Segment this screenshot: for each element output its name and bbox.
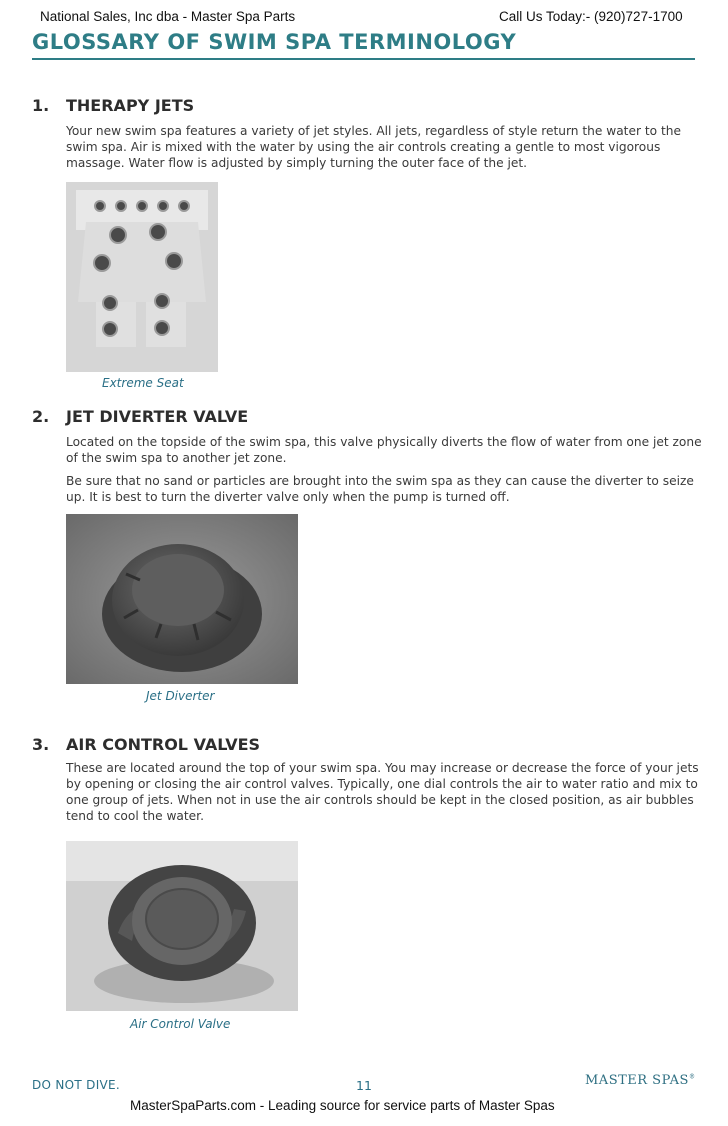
brand-name: MASTER SPAS bbox=[585, 1073, 689, 1088]
section-1-number: 1. bbox=[32, 96, 50, 115]
section-2-paragraph-1: Located on the topside of the swim spa, this valve physically diverts the flow of water from one jet zone of the swim spa to another jet zone. bbox=[66, 435, 702, 465]
section-3-number: 3. bbox=[32, 735, 50, 754]
section-2-paragraph-2: Be sure that no sand or particles are brought into the swim spa as they can cause the diverter to seize up. It is best to turn the diverter valve only when the pump is turned off. bbox=[66, 474, 694, 504]
master-spas-logo bbox=[585, 1073, 695, 1088]
air-control-valve-photo bbox=[66, 841, 298, 1011]
section-2-number: 2. bbox=[32, 407, 50, 426]
jet-diverter-caption: Jet Diverter bbox=[146, 689, 215, 703]
section-2-heading: JET DIVERTER VALVE bbox=[66, 407, 249, 426]
air-control-valve-caption: Air Control Valve bbox=[130, 1017, 231, 1031]
header-company: National Sales, Inc dba - Master Spa Parts bbox=[40, 9, 296, 24]
air-control-image bbox=[66, 841, 298, 1011]
section-1-paragraph: Your new swim spa features a variety of jet styles. All jets, regardless of style return the water to the swim spa. Air is mixed with the water by using the air controls creating a gentle to most vigorous massage. Water flow is adjusted by simply turning the outer face of the jet. bbox=[66, 124, 681, 170]
trademark-mark: ® bbox=[688, 1073, 696, 1081]
extreme-seat-photo bbox=[66, 182, 218, 372]
title-rule bbox=[32, 58, 695, 60]
jet-diverter-photo bbox=[66, 514, 298, 684]
section-1-heading: THERAPY JETS bbox=[66, 96, 195, 115]
header-phone: Call Us Today:- (920)727-1700 bbox=[499, 9, 683, 24]
do-not-dive-warning: DO NOT DIVE. bbox=[32, 1078, 121, 1092]
section-3-paragraph: These are located around the top of your swim spa. You may increase or decrease the force of your jets by opening or closing the air control valves. Typically, one dial controls the air to water ratio and mix to one group of jets. When not in use the air controls should be kept in the closed position, as air bubbles tend to cool the water. bbox=[66, 761, 699, 823]
section-3-heading: AIR CONTROL VALVES bbox=[66, 735, 261, 754]
page-title: GLOSSARY OF SWIM SPA TERMINOLOGY bbox=[32, 30, 517, 54]
jets-image bbox=[66, 182, 218, 372]
page-number: 11 bbox=[356, 1078, 372, 1093]
extreme-seat-caption: Extreme Seat bbox=[102, 376, 184, 390]
footer-tagline: MasterSpaParts.com - Leading source for service parts of Master Spas bbox=[130, 1098, 555, 1113]
diverter-image bbox=[66, 514, 298, 684]
